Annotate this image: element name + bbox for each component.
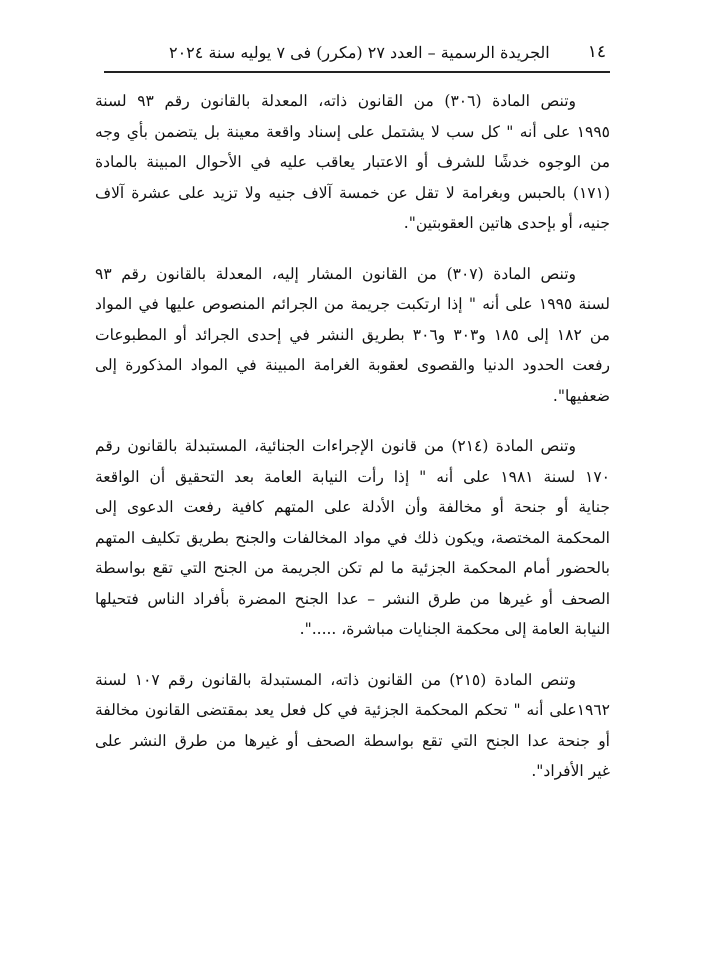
text-line: لسنة ١٩٩٥ على أنه " إذا ارتكبت جريمة من الجرائم المنصوص عليها في المواد <box>95 295 611 313</box>
text-line: غير الأفراد". <box>531 762 610 780</box>
text-line: ١٩٩٥ على أنه " كل سب لا يشتمل على إسناد واقعة معينة بل يتضمن بأي وجه <box>95 122 610 141</box>
text-line: ١٩٦٢على أنه " تحكم المحكمة الجزئية في كل فعل يعد بمقتضى القانون مخالفة <box>95 701 610 719</box>
document-body <box>95 86 610 807</box>
page-header <box>104 38 606 66</box>
text-line: وتنص المادة (٣٠٧) من القانون المشار إليه، المعدلة بالقانون رقم ٩٣ <box>95 264 577 283</box>
text-line: جنيه، أو بإحدى هاتين العقوبتين". <box>403 214 610 232</box>
gazette-title: الجريدة الرسمية – العدد ٢٧ (مكرر) فى ٧ يوليه سنة ٢٠٢٤ <box>168 42 550 62</box>
paragraph-article-214 <box>95 431 610 645</box>
page-number: ١٤ <box>587 42 606 62</box>
text-line: المحكمة المختصة، ويكون ذلك في مواد المخالفات والجنح بطريق تكليف المتهم <box>95 528 610 547</box>
text-line: جناية أو جنحة أو مخالفة وأن الأدلة على المتهم كافية رفعت الدعوى إلى <box>95 498 610 516</box>
paragraph-article-215 <box>95 665 610 787</box>
text-line: (١٧١) بالحبس وبغرامة لا تقل عن خمسة آلاف جنيه ولا تزيد على عشرة آلاف <box>95 183 610 202</box>
text-line: أو جنحة عدا الجنح التي تقع بواسطة الصحف أو غيرها من طرق النشر على <box>95 731 610 750</box>
text-line: النيابة العامة إلى محكمة الجنايات مباشرة، .....". <box>299 620 610 638</box>
paragraph-article-306 <box>95 86 610 239</box>
text-line: وتنص المادة (٢١٤) من قانون الإجراءات الجنائية، المستبدلة بالقانون رقم <box>95 437 576 455</box>
text-line: وتنص المادة (٢١٥) من القانون ذاته، المستبدلة بالقانون رقم ١٠٧ لسنة <box>95 670 576 689</box>
text-line: الصحف أو غيرها من طرق النشر – عدا الجنح المضرة بأفراد الناس فتحيلها <box>95 589 610 608</box>
text-line: ١٧٠ لسنة ١٩٨١ على أنه " إذا رأت النيابة العامة بعد التحقيق أن الواقعة <box>95 467 610 486</box>
text-line: وتنص المادة (٣٠٦) من القانون ذاته، المعدلة بالقانون رقم ٩٣ لسنة <box>95 92 576 110</box>
text-line: بالحضور أمام المحكمة الجزئية ما لم تكن الجريمة من الجنح التي تقع بواسطة <box>95 559 610 577</box>
text-line: ضعفيها". <box>552 386 610 405</box>
paragraph-article-307 <box>95 259 610 412</box>
header-divider <box>104 71 610 73</box>
text-line: من ١٨٢ إلى ١٨٥ و٣٠٣ و٣٠٦ بطريق النشر في إحدى الجرائد أو المطبوعات <box>95 325 610 344</box>
text-line: من الوجوه خدشًا للشرف أو الاعتبار يعاقب عليه في الأحوال المبينة بالمادة <box>95 153 610 171</box>
text-line: رفعت الحدود الدنيا والقصوى لعقوبة الغرامة المبينة في المواد المذكورة إلى <box>95 356 610 374</box>
